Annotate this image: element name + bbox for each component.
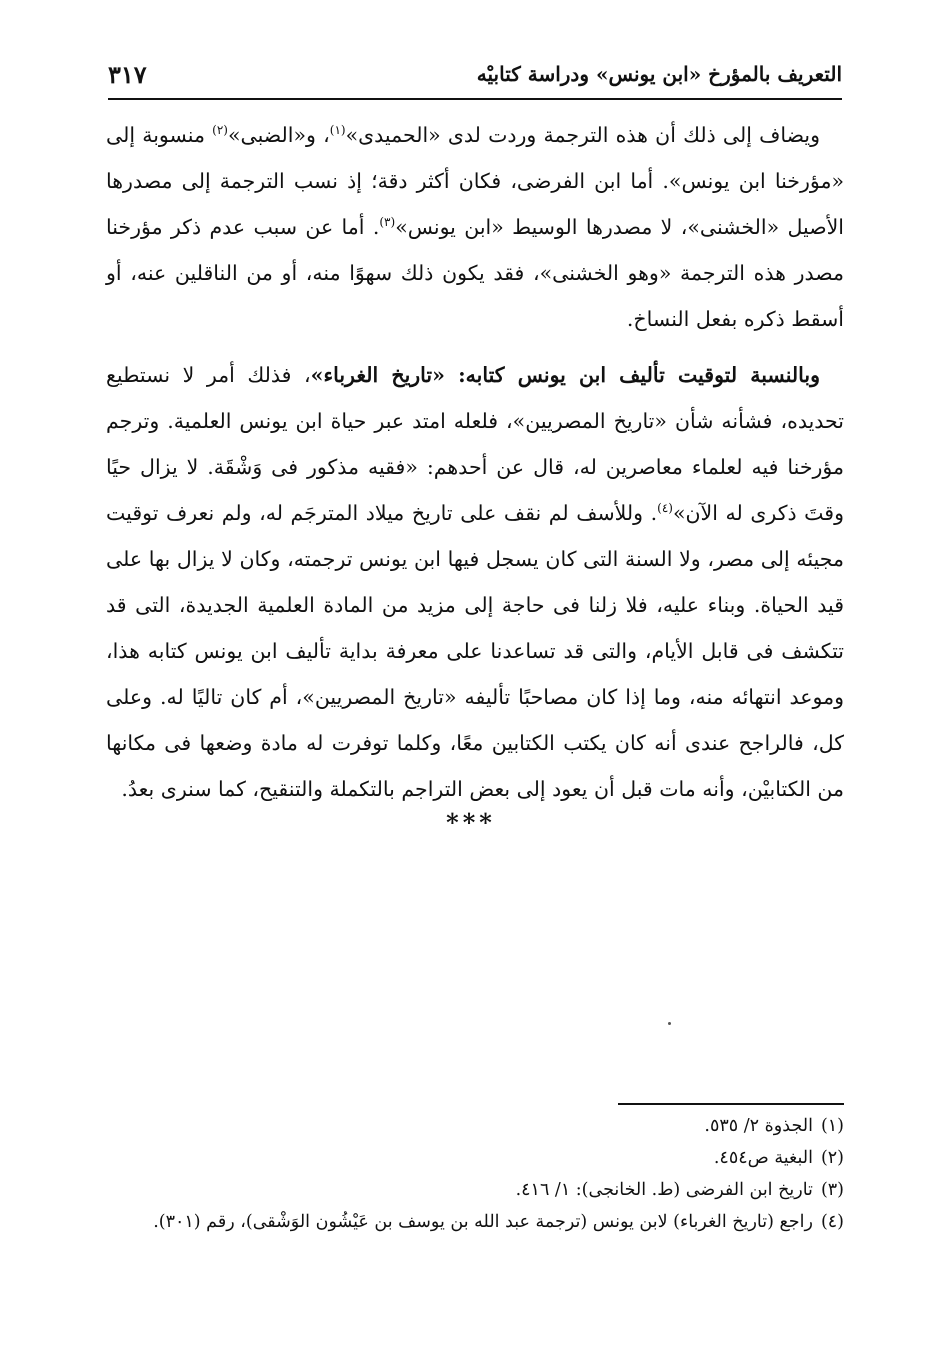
footnote-number: (١) — [820, 1116, 844, 1136]
footnote-4 — [106, 1206, 844, 1238]
footnote-ref-2: (٢) — [212, 123, 228, 138]
paragraph-2-text-b: . وللأسف لم نقف على تاريخ ميلاد المترجَم له، ولم نعرف توقيت مجيئه إلى مصر، ولا السنة التى كان يسجل فيها ابن يونس ترجمته، وكان لا يزال بها على قيد الحياة. وبناء عليه، فلا زلنا فى حاجة إلى مزيد من المادة العلمية الجديدة، التى قد تتكشف فى قابل الأيام، والتى قد تساعدنا على معرفة بداية تأليف ابن يونس كتابه هذا، وموعد انتهائه منه، وما إذا كان مصاحبًا تأليفه «تاريخ المصريين»، أم كان تاليًا له. وعلى كل، فالراجح عندى أنه كان يكتب الكتابين معًا، وكلما توفرت له مادة وضعها فى مكانها من الكتابيْن، وأنه مات قبل أن يعود إلى بعض التراجم بالتكملة والتنقيح، كما سنرى بعدُ. — [106, 501, 844, 801]
paragraph-2-lead: وبالنسبة لتوقيت تأليف ابن يونس كتابه: «تاريخ الغرباء» — [310, 363, 820, 387]
paragraph-2-text-a: ، فذلك أمر لا نستطيع تحديده، فشأنه شأن «تاريخ المصريين»، فلعله امتد عبر حياة ابن يونس العلمية. وترجم مؤرخنا فيه لعلماء معاصرين له، قال عن أحدهم: «فقيه مذكور فى وَشْقَة. لا يزال حيًا وقتَ ذكرى له الآن» — [106, 363, 844, 525]
main-text — [106, 112, 844, 812]
paragraph-1-text-d: . أما عن سبب عدم ذكر مؤرخنا مصدر هذه الترجمة «وهو الخشنى»، فقد يكون ذلك سهوًا منه، أو من الناقلين عنه، أو أسقط ذكره بفعل النساخ. — [106, 215, 844, 331]
page-header — [108, 58, 842, 100]
footnote-text: تاريخ ابن الفرضى (ط. الخانجى): ١/ ٤١٦. — [515, 1180, 813, 1200]
paragraph-1-text-b: ، و«الضبى» — [227, 123, 330, 147]
paragraph-1 — [106, 112, 844, 342]
page-number: ٣١٧ — [108, 60, 147, 89]
footnote-ref-1: (١) — [329, 123, 346, 138]
footnote-divider — [618, 1103, 844, 1105]
footnote-number: (٤) — [820, 1212, 844, 1232]
footnote-ref-4: (٤) — [657, 501, 673, 516]
footnote-1 — [106, 1110, 844, 1142]
running-title: التعريف بالمؤرخ «ابن يونس» ودراسة كتابيْه — [476, 62, 842, 86]
paragraph-1-text-a: ويضاف إلى ذلك أن هذه الترجمة وردت لدى «الحميدى» — [345, 123, 820, 147]
footnote-ref-3: (٣) — [379, 215, 396, 230]
footnote-number: (٣) — [820, 1180, 844, 1200]
footnote-text: البغية ص٤٥٤. — [713, 1148, 813, 1168]
footnote-text: راجع (تاريخ الغرباء) لابن يونس (ترجمة عبد الله بن يوسف بن عَيْشُون الوَشْقى)، رقم (٣٠١). — [153, 1212, 813, 1232]
footnote-3 — [106, 1174, 844, 1206]
section-separator: *** — [446, 808, 496, 837]
scan-speck — [668, 1022, 671, 1025]
paragraph-2 — [106, 352, 844, 812]
footnote-2 — [106, 1142, 844, 1174]
footnote-text: الجذوة ٢/ ٥٣٥. — [704, 1116, 813, 1136]
paragraph-1-text-c: منسوبة إلى «مؤرخنا ابن يونس». أما ابن الفرضى، فكان أكثر دقة؛ إذ نسب الترجمة إلى مصدرها الأصيل «الخشنى»، لا مصدرها الوسيط «ابن يونس» — [106, 123, 844, 239]
footnote-number: (٢) — [820, 1148, 844, 1168]
footnotes — [106, 1110, 844, 1238]
